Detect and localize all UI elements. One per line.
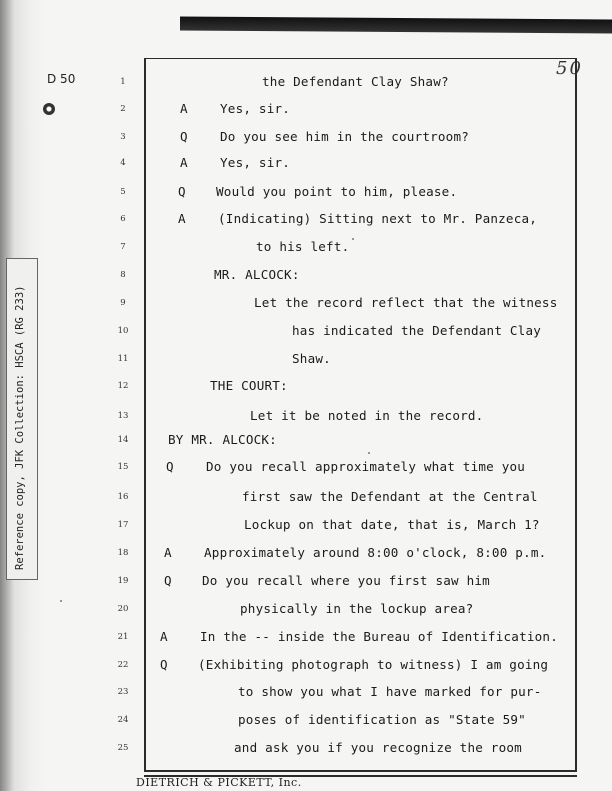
line-number: 3 [120, 132, 126, 142]
transcript-line-text: Do you recall approximately what time you [206, 459, 526, 474]
line-number: 12 [117, 381, 129, 391]
line-number: 7 [120, 242, 126, 252]
line-number: 13 [117, 411, 129, 421]
transcript-line-text: In the -- inside the Bureau of Identification. [200, 629, 558, 644]
speaker-label: Q [180, 129, 188, 144]
transcript-line-text: Would you point to him, please. [216, 184, 458, 199]
line-number: 18 [117, 548, 129, 558]
transcript-line-text: physically in the lockup area? [240, 601, 474, 616]
speaker-label: A [180, 155, 188, 170]
line-number: 6 [120, 214, 126, 224]
speaker-label: Q [164, 573, 172, 588]
speaker-label: Q [166, 459, 174, 474]
line-number: 14 [117, 435, 129, 445]
transcript-line-text: Approximately around 8:00 o'clock, 8:00 p.m. [204, 545, 547, 560]
line-number: 19 [117, 576, 129, 586]
scan-speck [60, 600, 62, 602]
transcript-line-text: Let the record reflect that the witness [254, 295, 558, 310]
transcript-line-text: Yes, sir. [220, 101, 291, 116]
speaker-label: A [164, 545, 172, 560]
transcript-line-text: to show you what I have marked for pur- [238, 684, 542, 699]
transcript-line-text: Yes, sir. [220, 155, 291, 170]
scan-speck [368, 452, 370, 454]
line-number: 10 [117, 326, 129, 336]
line-number: 2 [120, 104, 126, 114]
line-number: 11 [117, 354, 129, 364]
line-number: 16 [117, 492, 129, 502]
line-number: 5 [120, 187, 126, 197]
line-number: 8 [120, 270, 126, 280]
archive-stamp-text: Reference copy, JFK Collection: HSCA (RG 233) [14, 285, 26, 570]
transcript-line-text: Shaw. [292, 351, 331, 366]
transcript-line-text: Let it be noted in the record. [250, 408, 484, 423]
transcript-line-text: Do you recall where you first saw him [202, 573, 490, 588]
transcript-line-text: BY MR. ALCOCK: [168, 432, 277, 447]
transcript-line-text: the Defendant Clay Shaw? [262, 74, 449, 89]
transcript-line-text: to his left. [256, 239, 350, 254]
line-number: 21 [117, 632, 129, 642]
line-number: 25 [117, 743, 129, 753]
speaker-label: Q [160, 657, 168, 672]
speaker-label: A [180, 101, 188, 116]
transcript-line-text: Do you see him in the courtroom? [220, 129, 470, 144]
transcript-line-text: poses of identification as "State 59" [238, 712, 526, 727]
transcript-line-text: and ask you if you recognize the room [234, 740, 522, 755]
transcript-line-text: Lockup on that date, that is, March 1? [244, 517, 540, 532]
line-number: 15 [117, 462, 129, 472]
handwritten-page-number: 50 [556, 58, 583, 79]
line-number: 17 [117, 520, 129, 530]
line-number: 1 [120, 77, 126, 87]
line-number: 20 [117, 604, 129, 614]
line-number: 23 [117, 687, 129, 697]
transcript-line-text: first saw the Defendant at the Central [242, 489, 538, 504]
transcript-line-text: MR. ALCOCK: [214, 267, 300, 282]
scan-speck [352, 238, 354, 240]
transcript-line-text: (Indicating) Sitting next to Mr. Panzeca, [218, 211, 538, 226]
scan-top-bar [180, 16, 612, 33]
speaker-label: A [178, 211, 186, 226]
speaker-label: Q [178, 184, 186, 199]
line-number: 24 [117, 715, 129, 725]
speaker-label: A [160, 629, 168, 644]
transcript-line-text: has indicated the Defendant Clay [292, 323, 542, 338]
page-label: D 50 [47, 72, 76, 86]
line-number: 22 [117, 660, 129, 670]
line-number: 4 [120, 158, 126, 168]
transcript-line-text: THE COURT: [210, 378, 288, 393]
punch-hole-icon [43, 103, 55, 115]
reporter-footer: DIETRICH & PICKETT, Inc. [136, 776, 302, 789]
transcript-line-text: (Exhibiting photograph to witness) I am going [198, 657, 549, 672]
line-number: 9 [120, 298, 126, 308]
